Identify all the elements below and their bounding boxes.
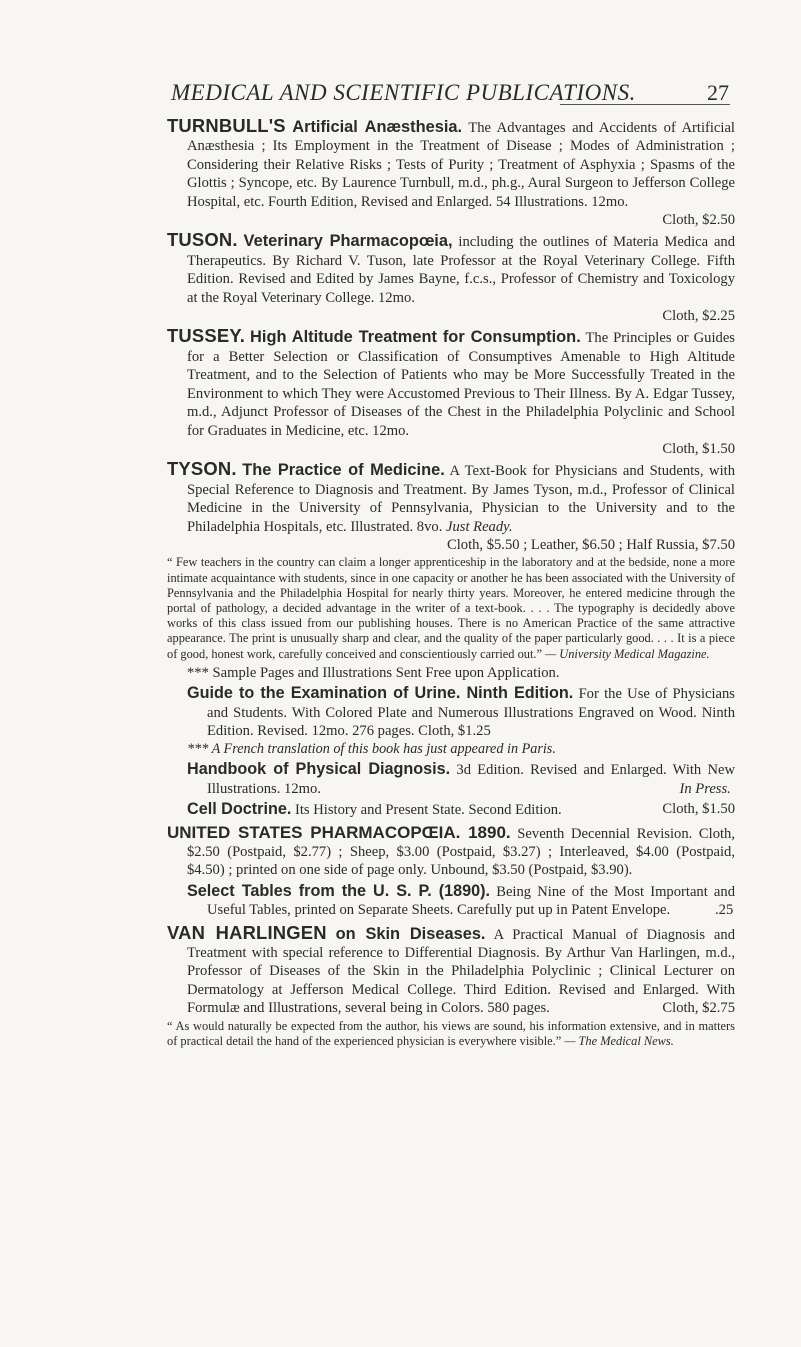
- entry-title: UNITED STATES PHARMACOPŒIA. 1890.: [167, 822, 511, 842]
- entry-price: Cloth, $2.50: [662, 212, 735, 229]
- quote-source: — University Medical Magazine.: [545, 646, 710, 661]
- entry-author: VAN HARLINGEN: [167, 921, 327, 943]
- review-quote: [167, 555, 735, 661]
- catalogue-subentry-physical-diagnosis: [187, 760, 735, 798]
- running-head: MEDICAL AND SCIENTIFIC PUBLICATIONS.: [171, 80, 636, 105]
- entry-description: A Practical Manual of Diagnosis and Treatment with special reference to Differential Diagnosis. By Arthur Van Harlingen, m.d., Professor of Diseases of the Skin in the Philadelphia Polyclinic ; Clinical Lecturer on Dermatology at Jefferson Medical College. Third Edition. Revised and Enlarged. With Formulæ and Illustrations, several being in Colors. 580 pages.: [187, 926, 735, 1017]
- review-quote: [167, 1019, 735, 1049]
- subentry-description: Being Nine of the Most Important and Useful Tables, printed on Separate Sheets. Carefully put up in Patent Envelope.: [207, 883, 736, 919]
- catalogue-entry-tuson: [167, 231, 735, 325]
- entry-title: Artificial Anæsthesia.: [292, 118, 463, 136]
- subentry-description: Its History and Present State. Second Edition.: [295, 802, 562, 819]
- entry-author: TYSON.: [167, 458, 237, 480]
- quote-text: “ As would naturally be expected from the author, his views are sound, his information extensive, and in matters of practical detail the hand of the experienced physician is everywhere visible.”: [167, 1018, 735, 1048]
- catalogue-subentry-select-tables: Select Tables from the U. S. P. (1890). Being Nine of the Most Important and Useful Tables, printed on Separate Sheets. Carefully put up in Patent Envelope. .25: [187, 881, 736, 919]
- sample-pages-note: *** Sample Pages and Illustrations Sent Free upon Application.: [187, 664, 560, 681]
- catalogue-column: [167, 117, 735, 1051]
- subentry-status: In Press.: [679, 780, 731, 797]
- catalogue-entry-van-harlingen: [167, 921, 735, 1018]
- entry-description: A Text-Book for Physicians and Students, with Special Reference to Diagnosis and Treatment. By James Tyson, m.d., Professor of Clinical Medicine in the University of Pennsylvania, Physician to the University and to the Philadelphia Hospitals, etc. Illustrated. 8vo.: [187, 463, 736, 535]
- catalogue-entry-tyson: [167, 460, 735, 554]
- catalogue-entry-turnbull: [167, 117, 735, 229]
- catalogue-subentry-urine-guide: [187, 684, 735, 740]
- subentry-price: Cloth, $1.50: [662, 801, 735, 818]
- entry-description: The Principles or Guides for a Better Selection or Classification of Consumptives Amenable to High Altitude Treatment, and to the Selection of Patients who may be More Successfully Treated in the Environment to which They were Accustomed Previous to Their Illness. By A. Edgar Tussey, m.d., Adjunct Professor of Diseases of the Chest in the Philadelphia Polyclinic and School for Graduates in Medicine, etc. 12mo.: [187, 330, 735, 439]
- page-number: 27: [707, 80, 729, 105]
- quote-text: “ Few teachers in the country can claim a longer apprenticeship in the laboratory and at the bedside, none a more intimate acquaintance with students, since in one capacity or another he has been associated with the University of Pennsylvania and the Philadelphia Hospital for nearly thirty years. Moreover, he entered medicine through the portal of pathology, a decided advantage in the writer of a text-book. . . . The typography is decidedly above works of this class issued from our publishing houses. There is no American Practice of the same attractive appearance. The print is unusually sharp and clear, and the quality of the paper particularly good. . . . It is a piece of good, honest work, carefully conceived and conscientiously carried out.”: [167, 555, 735, 661]
- quote-source: — The Medical News.: [564, 1033, 674, 1048]
- entry-description: Seventh Decennial Revision. Cloth, $2.50 (Postpaid, $2.77) ; Sheep, $3.00 (Postpaid, $3.27) ; Interleaved, $4.00 (Postpaid, $4.50) ; printed on one side of page only. Unbound, $3.50 (Postpaid, $3.90).: [187, 825, 735, 879]
- subentry-title: Select Tables from the U. S. P. (1890).: [187, 881, 491, 900]
- subentry-title: Cell Doctrine.: [187, 800, 292, 819]
- subentry-title: Guide to the Examination of Urine. Ninth Edition.: [187, 684, 574, 703]
- entry-description: including the outlines of Materia Medica and Therapeutics. By Richard V. Tuson, late Professor at the Royal Veterinary College. Fifth Edition. Revised and Edited by James Bayne, f.c.s., Professor of Chemistry and Toxicology at the Royal Veterinary College. 12mo.: [187, 234, 736, 306]
- entry-title: The Practice of Medicine.: [242, 461, 445, 480]
- entry-title: on Skin Diseases.: [335, 924, 486, 943]
- entry-title: Veterinary Pharmacopœia,: [243, 232, 453, 251]
- catalogue-subentry-cell-doctrine: [187, 800, 735, 819]
- catalogue-entry-tussey: [167, 327, 735, 458]
- entry-price: Cloth, $5.50 ; Leather, $6.50 ; Half Russia, $7.50: [446, 536, 735, 553]
- subentry-description: For the Use of Physicians and Students. With Colored Plate and Numerous Illustrations Engraved on Wood. Ninth Edition. Revised. 12mo. 276 pages. Cloth, $1.25: [207, 686, 735, 739]
- entry-author: TUSON.: [167, 229, 238, 251]
- header-rule: [560, 104, 730, 105]
- entry-author: TUSSEY.: [167, 325, 246, 347]
- subentry-description: 3d Edition. Revised and Enlarged. With New Illustrations. 12mo.: [207, 762, 736, 797]
- entry-title: High Altitude Treatment for Consumption.: [250, 328, 581, 347]
- entry-description: The Advantages and Accidents of Artificial Anæsthesia ; Its Employment in the Treatment of Disease ; Modes of Administration ; Considering their Relative Risks ; Tests of Purity ; Treatment of Asphyxia ; Spasms of the Glottis ; Syncope, etc. By Laurence Turnbull, m.d., ph.g., Aural Surgeon to Jefferson College Hospital, etc. Fourth Edition, Revised and Enlarged. 54 Illustrations. 12mo.: [187, 120, 735, 210]
- entry-price: Cloth, $2.25: [662, 308, 735, 325]
- subentry-title: Handbook of Physical Diagnosis.: [187, 760, 451, 779]
- catalogue-entry-usp: [167, 824, 735, 880]
- entry-author: TURNBULL'S: [167, 115, 286, 136]
- page-header: [171, 80, 729, 104]
- entry-price: Cloth, $2.75: [662, 1000, 735, 1017]
- entry-ready: Just Ready.: [446, 518, 513, 535]
- entry-price: Cloth, $1.50: [662, 440, 735, 457]
- translation-note: *** A French translation of this book has just appeared in Paris.: [187, 741, 556, 758]
